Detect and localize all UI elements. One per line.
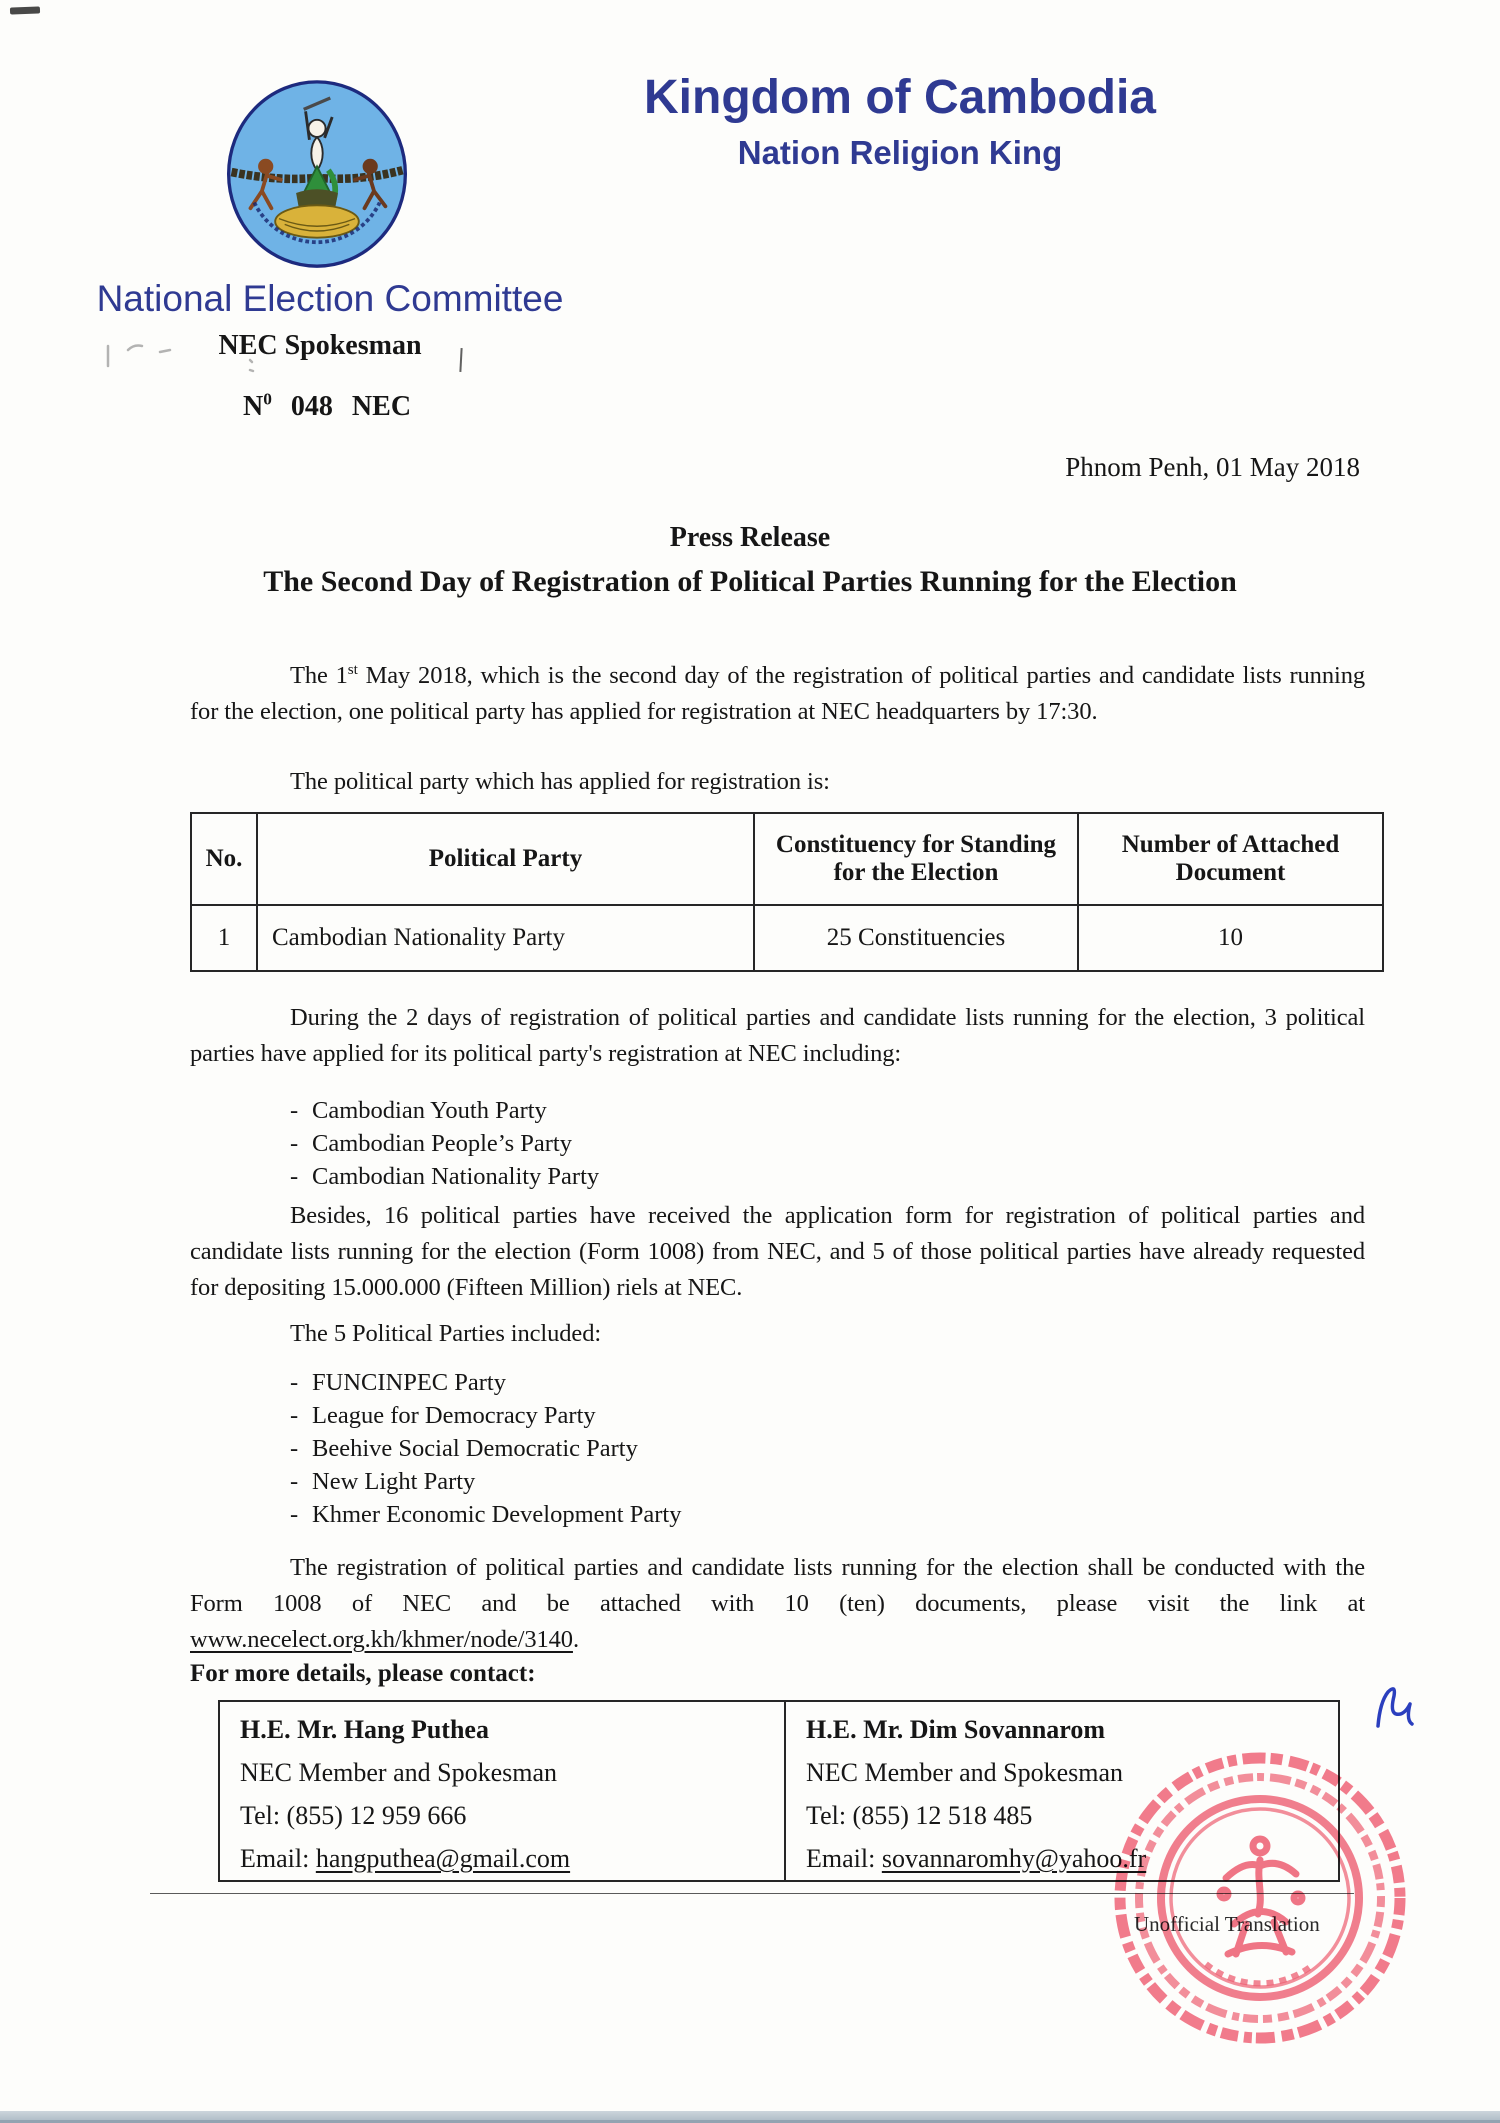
list-item <box>290 1399 1365 1432</box>
kingdom-title: Kingdom of Cambodia <box>644 71 1156 124</box>
kingdom-motto: Nation Religion King <box>737 134 1063 171</box>
email-label: Email: <box>806 1844 882 1873</box>
closing-end: . <box>572 1626 579 1653</box>
contact-tel: Tel: (855) 12 959 666 <box>240 1801 467 1830</box>
cell-party: Cambodian Nationality Party <box>257 905 754 971</box>
list-dash: - <box>290 1130 299 1157</box>
contact-heading: For more details, please contact: <box>190 1660 536 1687</box>
party-name: Beehive Social Democratic Party <box>312 1435 638 1462</box>
blue-ink-initials-icon <box>1370 1680 1420 1742</box>
col-header-documents: Number of Attached Document <box>1078 813 1383 905</box>
party-name: Cambodian Nationality Party <box>312 1163 600 1190</box>
cell-documents: 10 <box>1078 905 1383 971</box>
org-name: National Election Committee <box>96 278 564 319</box>
applied-parties-list <box>190 1094 1365 1193</box>
contact-card <box>220 1702 786 1880</box>
party-name: Cambodian People’s Party <box>312 1130 572 1157</box>
contact-role: NEC Member and Spokesman <box>240 1758 558 1787</box>
col-header-constituency: Constituency for Standing for the Election <box>754 813 1078 905</box>
party-name: New Light Party <box>312 1468 476 1495</box>
list-item <box>290 1127 1365 1160</box>
email-label: Email: <box>240 1844 316 1873</box>
list-dash: - <box>290 1402 299 1429</box>
doc-number-rest: 048 NEC <box>290 391 412 422</box>
list-dash: - <box>290 1369 299 1396</box>
headline: The Second Day of Registration of Political Parties Running for the Election <box>263 565 1237 598</box>
org-unit: NEC Spokesman <box>218 330 422 361</box>
col-header-party: Political Party <box>257 813 754 905</box>
party-name: Khmer Economic Development Party <box>312 1501 682 1528</box>
unofficial-translation-note: Unofficial Translation <box>1134 1912 1320 1936</box>
list-item <box>290 1432 1365 1465</box>
party-name: League for Democracy Party <box>312 1402 596 1429</box>
contact-email-line <box>240 1837 764 1880</box>
closing-pre: The registration of political parties and candidate lists running for the election shall be conducted with the Form 1008 of NEC and be attached with 10 (ten) documents, please visit the link at <box>190 1554 1365 1617</box>
press-release-kicker: Press Release <box>669 522 831 553</box>
party-name: Cambodian Youth Party <box>312 1097 547 1124</box>
nec-emblem-icon <box>222 78 412 270</box>
two-days-paragraph: During the 2 days of registration of political parties and candidate lists running for the election, 3 political parties have applied for its political party's registration at NEC including: <box>190 1004 1365 1067</box>
kingdom-header <box>540 70 1260 172</box>
contact-email-link[interactable]: sovannaromhy@yahoo.fr <box>881 1844 1147 1873</box>
contact-email-link[interactable]: hangputhea@gmail.com <box>315 1844 571 1873</box>
cell-no: 1 <box>191 905 257 971</box>
scan-artifact-mark <box>10 6 40 14</box>
doc-number <box>243 391 411 423</box>
list-dash: - <box>290 1435 299 1462</box>
table-row <box>191 905 1383 971</box>
list-item <box>290 1366 1365 1399</box>
list-item <box>290 1160 1365 1193</box>
deposit-parties-list <box>190 1366 1365 1531</box>
intro-pre: The 1 <box>290 662 348 689</box>
list-dash: - <box>290 1468 299 1495</box>
intro-paragraph <box>190 658 1365 730</box>
intro-post: May 2018, which is the second day of the registration of political parties and candidate lists running for the election, one political party has applied for registration at NEC headquarters by 17:30. <box>190 662 1365 725</box>
cell-constituency: 25 Constituencies <box>754 905 1078 971</box>
table-header-row <box>191 813 1383 905</box>
dateline: Phnom Penh, 01 May 2018 <box>1065 452 1360 482</box>
doc-number-sup: 0 <box>263 389 272 409</box>
registration-link[interactable]: www.necelect.org.kh/khmer/node/3140 <box>190 1626 573 1653</box>
contact-tel: Tel: (855) 12 518 485 <box>806 1801 1033 1830</box>
list-item <box>290 1498 1365 1531</box>
red-seal-stamp-icon <box>1110 1748 1410 2048</box>
scan-pen-marks <box>100 338 480 386</box>
party-name: FUNCINPEC Party <box>312 1369 506 1396</box>
list-item <box>290 1465 1365 1498</box>
table-lead-paragraph: The political party which has applied for registration is: <box>290 768 830 795</box>
registration-table <box>190 812 1384 972</box>
contact-role: NEC Member and Spokesman <box>806 1758 1124 1787</box>
list-dash: - <box>290 1097 299 1124</box>
list-item <box>290 1094 1365 1127</box>
five-parties-lead: The 5 Political Parties included: <box>290 1320 602 1347</box>
list-dash: - <box>290 1501 299 1528</box>
doc-number-n: N <box>243 391 264 422</box>
contact-name: H.E. Mr. Dim Sovannarom <box>806 1715 1106 1744</box>
intro-sup: st <box>347 660 358 678</box>
contact-name: H.E. Mr. Hang Puthea <box>240 1715 489 1744</box>
col-header-no: No. <box>191 813 257 905</box>
list-dash: - <box>290 1163 299 1190</box>
scan-bottom-edge <box>0 2111 1500 2123</box>
besides-paragraph: Besides, 16 political parties have received the application form for registration of political parties and candidate lists running for the election (Form 1008) from NEC, and 5 of those political parties have already requested for depositing 15.000.000 (Fifteen Million) riels at NEC. <box>190 1202 1365 1301</box>
closing-paragraph <box>190 1550 1365 1658</box>
